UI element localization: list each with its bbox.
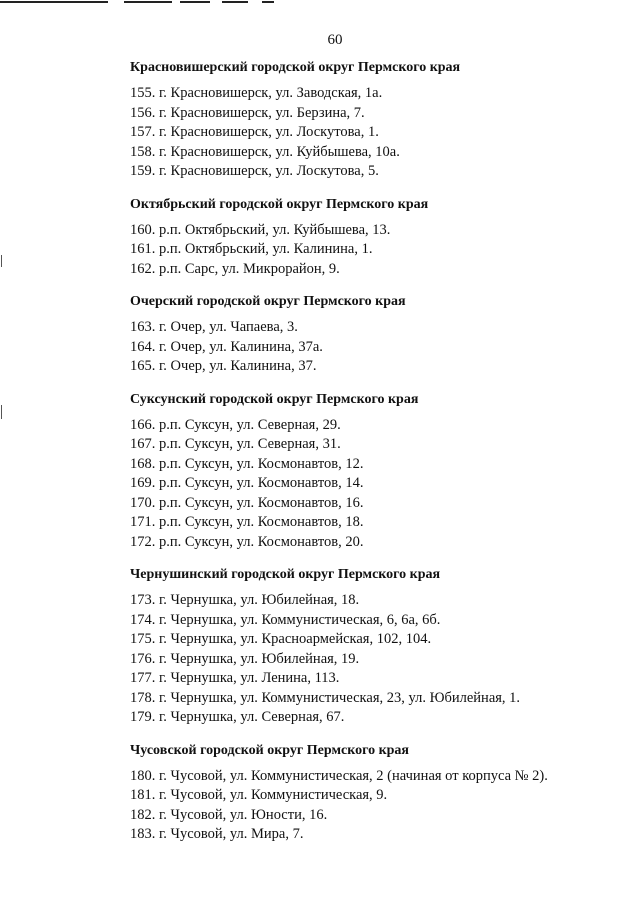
address-item: 157. г. Красновишерск, ул. Лоскутова, 1. xyxy=(130,124,379,140)
page-number: 60 xyxy=(327,32,343,48)
address-item: 169. р.п. Суксун, ул. Космонавтов, 14. xyxy=(130,475,364,491)
address-item: 159. г. Красновишерск, ул. Лоскутова, 5. xyxy=(130,163,379,179)
address-item: 179. г. Чернушка, ул. Северная, 67. xyxy=(130,709,345,725)
district-section xyxy=(130,390,620,553)
district-section xyxy=(130,58,620,182)
address-item: 158. г. Красновишерск, ул. Куйбышева, 10а. xyxy=(130,143,400,160)
address-item: 182. г. Чусовой, ул. Юности, 16. xyxy=(130,806,328,823)
scan-artifact-tick xyxy=(1,255,2,267)
address-item: 170. р.п. Суксун, ул. Космонавтов, 16. xyxy=(130,494,364,511)
district-section xyxy=(130,741,620,845)
document-body xyxy=(130,58,620,858)
address-item: 183. г. Чусовой, ул. Мира, 7. xyxy=(130,826,304,842)
address-item: 162. р.п. Сарс, ул. Микрорайон, 9. xyxy=(130,260,340,277)
district-section xyxy=(130,195,620,280)
address-item: 164. г. Очер, ул. Калинина, 37а. xyxy=(130,338,323,355)
section-heading: Суксунский городской округ Пермского края xyxy=(130,391,419,407)
address-item: 174. г. Чернушка, ул. Коммунистическая, 6, 6а, 6б. xyxy=(130,611,441,628)
address-item: 165. г. Очер, ул. Калинина, 37. xyxy=(130,358,317,374)
address-item: 177. г. Чернушка, ул. Ленина, 113. xyxy=(130,670,340,686)
section-heading: Красновишерский городской округ Пермского края xyxy=(130,60,461,75)
section-heading: Октябрьский городской округ Пермского края xyxy=(130,196,429,212)
address-item: 176. г. Чернушка, ул. Юбилейная, 19. xyxy=(130,650,360,667)
address-item: 160. р.п. Октябрьский, ул. Куйбышева, 13. xyxy=(130,221,391,238)
address-item: 155. г. Красновишерск, ул. Заводская, 1а. xyxy=(130,85,383,101)
scan-artifact-marks xyxy=(0,0,300,6)
address-item: 171. р.п. Суксун, ул. Космонавтов, 18. xyxy=(130,514,364,530)
section-heading: Чусовской городской округ Пермского края xyxy=(130,742,410,758)
address-item: 178. г. Чернушка, ул. Коммунистическая, 23, ул. Юбилейная, 1. xyxy=(130,689,521,706)
address-item: 161. р.п. Октябрьский, ул. Калинина, 1. xyxy=(130,241,373,257)
district-section xyxy=(130,565,620,728)
address-item: 175. г. Чернушка, ул. Красноармейская, 102, 104. xyxy=(130,631,432,647)
address-item: 172. р.п. Суксун, ул. Космонавтов, 20. xyxy=(130,533,364,550)
address-item: 156. г. Красновишерск, ул. Берзина, 7. xyxy=(130,104,365,121)
address-item: 167. р.п. Суксун, ул. Северная, 31. xyxy=(130,436,341,452)
section-heading: Чернушинский городской округ Пермского края xyxy=(130,567,441,582)
address-item: 173. г. Чернушка, ул. Юбилейная, 18. xyxy=(130,592,360,608)
address-item: 166. р.п. Суксун, ул. Северная, 29. xyxy=(130,416,341,433)
address-item: 168. р.п. Суксун, ул. Космонавтов, 12. xyxy=(130,455,364,472)
district-section xyxy=(130,292,620,377)
address-item: 181. г. Чусовой, ул. Коммунистическая, 9. xyxy=(130,787,388,803)
address-item: 180. г. Чусовой, ул. Коммунистическая, 2 (начиная от корпуса № 2). xyxy=(130,767,548,784)
scan-artifact-tick xyxy=(1,405,2,419)
address-item: 163. г. Очер, ул. Чапаева, 3. xyxy=(130,319,298,335)
section-heading: Очерский городской округ Пермского края xyxy=(130,294,406,309)
